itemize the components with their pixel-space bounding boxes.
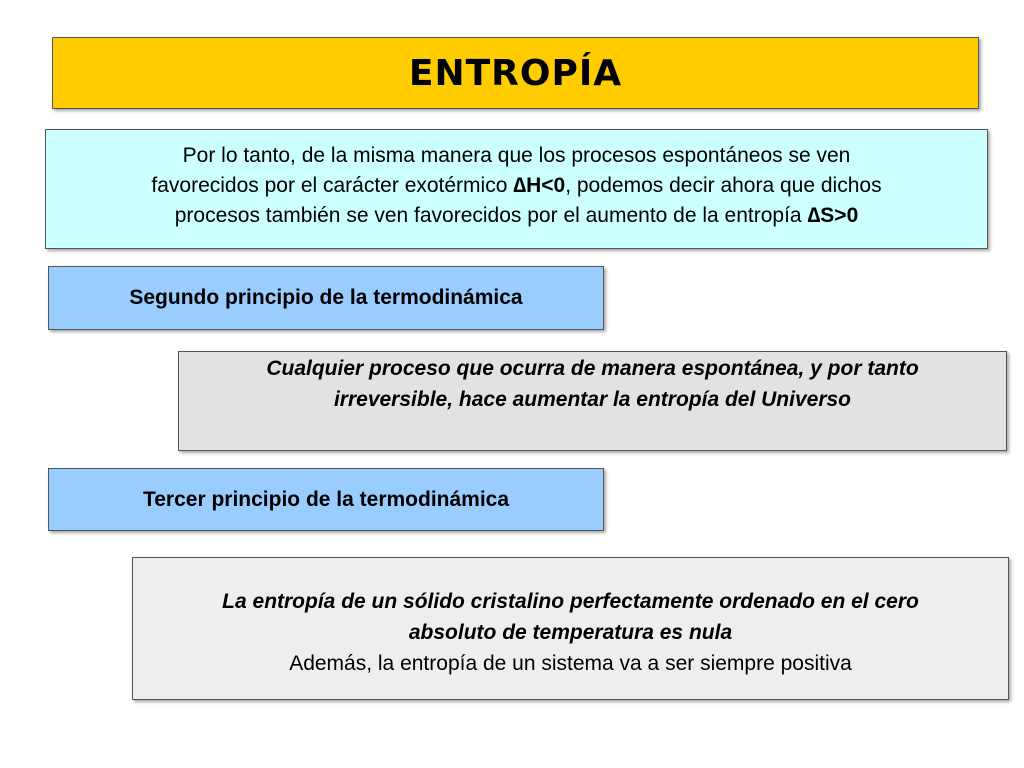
second-principle-line-2: irreversible, hace aumentar la entropía del Universo bbox=[333, 388, 852, 411]
page-title: ENTROPÍA bbox=[408, 52, 623, 94]
entropy-formula: ∆S>0 bbox=[807, 204, 859, 227]
intro-text-box bbox=[45, 129, 988, 249]
enthalpy-formula: ∆H<0 bbox=[513, 174, 566, 197]
intro-line-1-text: Por lo tanto, de la misma manera que los procesos espontáneos se ven bbox=[182, 144, 851, 167]
second-principle-line-1: Cualquier proceso que ocurra de manera espontánea, y por tanto bbox=[266, 357, 919, 380]
third-principle-header bbox=[48, 468, 604, 531]
intro-line-2 bbox=[151, 171, 881, 201]
second-principle-header bbox=[48, 266, 604, 330]
third-principle-title: Tercer principio de la termodinámica bbox=[142, 487, 510, 511]
third-principle-line-3: Además, la entropía de un sistema va a ser siempre positiva bbox=[289, 652, 852, 675]
third-principle-statement bbox=[132, 557, 1009, 700]
intro-line-1 bbox=[183, 141, 851, 171]
second-principle-statement bbox=[178, 351, 1007, 451]
third-principle-line-1: La entropía de un sólido cristalino perfectamente ordenado en el cero bbox=[222, 590, 919, 613]
intro-line-3 bbox=[175, 201, 859, 231]
intro-line-3-pre: procesos también se ven favorecidos por el aumento de la entropía bbox=[174, 204, 808, 227]
intro-line-2-post: , podemos decir ahora que dichos bbox=[565, 174, 882, 197]
title-banner bbox=[52, 37, 979, 109]
third-principle-line-2: absoluto de temperatura es nula bbox=[408, 621, 733, 644]
second-principle-title: Segundo principio de la termodinámica bbox=[129, 286, 523, 309]
intro-line-2-pre: favorecidos por el carácter exotérmico bbox=[151, 174, 514, 197]
